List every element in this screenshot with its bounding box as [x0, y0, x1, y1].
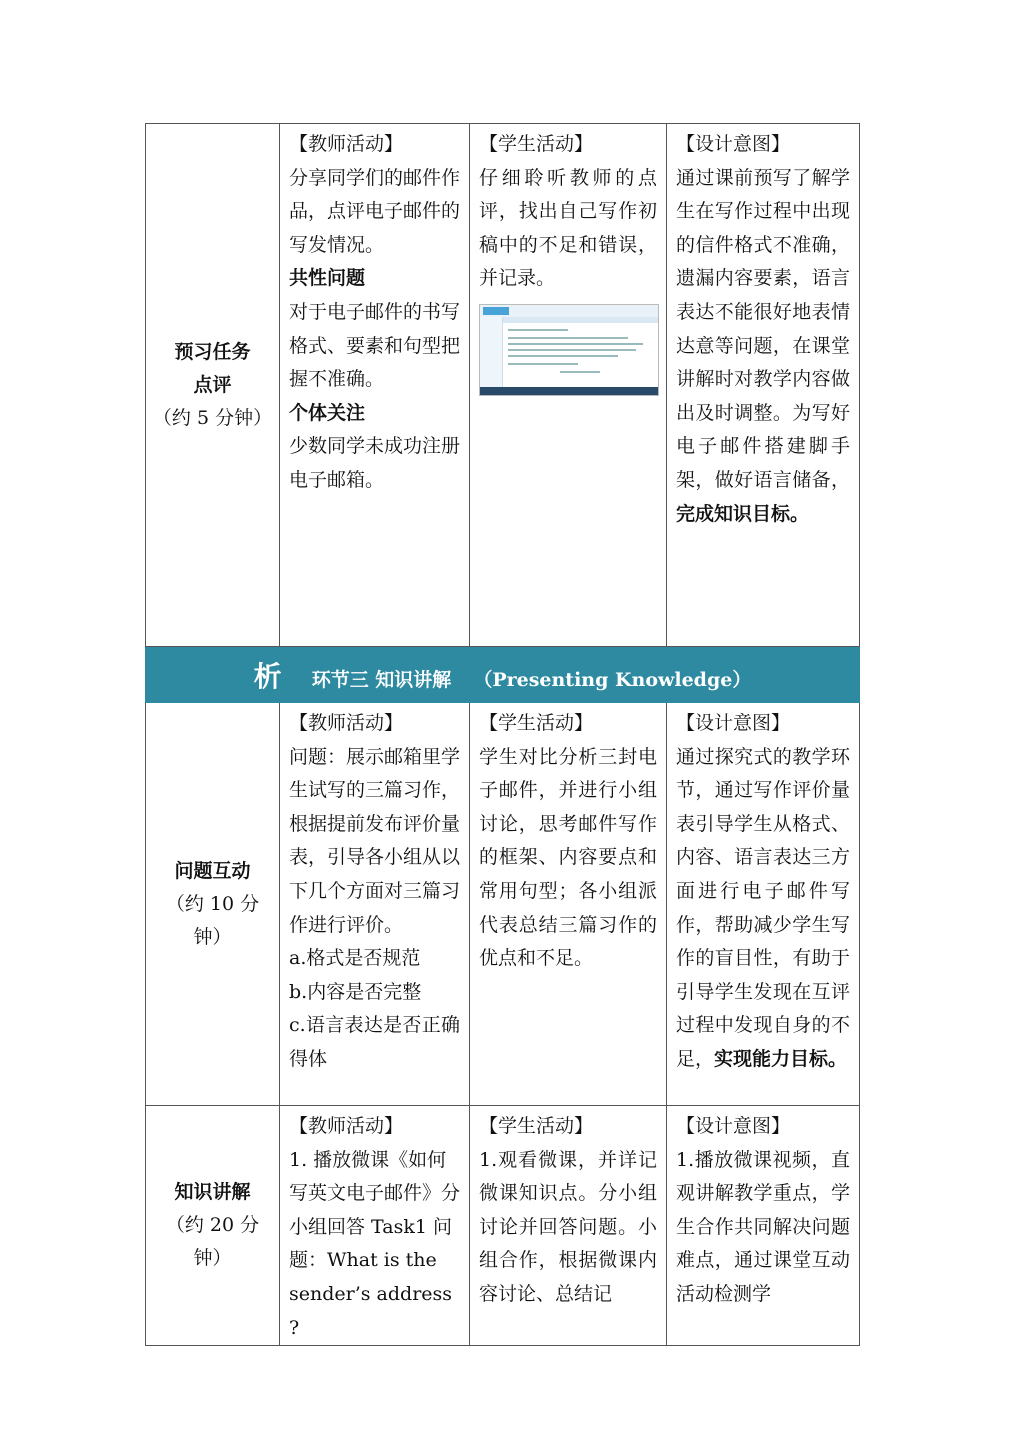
student-activity-cell — [470, 124, 667, 647]
student-text: 仔细聆听教师的点评，找出自己写作初稿中的不足和错误，并记录。 — [479, 166, 657, 290]
criteria-item: c.语言表达是否正确得体 — [289, 1014, 460, 1070]
email-screenshot-image — [479, 304, 659, 396]
stage-time: （约 10 分 钟） — [165, 892, 260, 948]
design-intent-cell — [667, 1106, 860, 1346]
table-row — [146, 1106, 860, 1346]
design-goal: 实现能力目标。 — [714, 1047, 848, 1070]
common-issues-text: 对于电子邮件的书写格式、要素和句型把握不准确。 — [289, 300, 461, 391]
teacher-text: 问题：展示邮箱里学生试写的三篇习作，根据提前发布评价量表，引导各小组从以下几个方面对三篇习作进行评价。 — [289, 745, 461, 936]
design-goal: 完成知识目标。 — [676, 502, 810, 525]
design-intent-cell — [667, 703, 860, 1106]
cell-heading: 【学生活动】 — [479, 133, 594, 155]
stage-title: 问题互动 — [174, 859, 251, 882]
criteria-item: a.格式是否规范 — [289, 947, 421, 970]
cell-heading: 【设计意图】 — [676, 1115, 791, 1137]
student-activity-cell — [470, 1106, 667, 1346]
design-text: 1.播放微课视频，直观讲解教学重点，学生合作共同解决问题难点，通过课堂互动活动检测学 — [676, 1148, 850, 1305]
cell-heading: 【教师活动】 — [289, 1115, 404, 1137]
stage-cell — [146, 124, 280, 647]
section-english: （Presenting Knowledge） — [473, 668, 752, 691]
design-text: 通过探究式的教学环节，通过写作评价量表引导学生从格式、内容、语言表达三方面进行电子邮件写作，帮助减少学生写作的盲目性，有助于引导学生发现在互评过程中发现自身的不足， — [676, 745, 850, 1070]
cell-heading: 【设计意图】 — [676, 712, 791, 734]
cell-heading: 【学生活动】 — [479, 712, 594, 734]
design-text: 通过课前预写了解学生在写作过程中出现的信件格式不准确，遗漏内容要素，语言表达不能很好地表情达意等问题，在课堂讲解时对教学内容做出及时调整。为写好电子邮件搭建脚手架，做好语言储备， — [676, 166, 850, 491]
stage-time: （约 5 分钟） — [152, 406, 273, 429]
teacher-activity-cell — [280, 1106, 470, 1346]
stage-title: 预习任务 点评 — [174, 340, 251, 396]
individual-focus-title: 个体关注 — [289, 401, 366, 424]
cell-heading: 【教师活动】 — [289, 712, 404, 734]
cell-heading: 【学生活动】 — [479, 1115, 594, 1137]
student-activity-cell — [470, 703, 667, 1106]
cell-heading: 【教师活动】 — [289, 133, 404, 155]
teacher-activity-cell — [280, 703, 470, 1106]
stage-cell — [146, 703, 280, 1106]
design-intent-cell — [667, 124, 860, 647]
lesson-plan-table — [145, 123, 860, 1346]
stage-cell — [146, 1106, 280, 1346]
teacher-activity-cell — [280, 124, 470, 647]
table-row — [146, 703, 860, 1106]
individual-focus-text: 少数同学未成功注册电子邮箱。 — [289, 435, 461, 491]
criteria-item: b.内容是否完整 — [289, 980, 422, 1003]
stage-title: 知识讲解 — [174, 1181, 251, 1204]
student-text: 1.观看微课，并详记微课知识点。分小组讨论并回答问题。小组合作，根据微课内容讨论、总结记 — [479, 1148, 657, 1305]
stage-time: （约 20 分 钟） — [165, 1214, 260, 1270]
section-header — [146, 647, 860, 703]
common-issues-title: 共性问题 — [289, 267, 366, 290]
table-row — [146, 124, 860, 647]
section-label: 环节三 知识讲解 — [311, 668, 452, 691]
teacher-text: 分享同学们的邮件作品，点评电子邮件的写发情况。 — [289, 166, 461, 256]
student-text: 学生对比分析三封电子邮件，并进行小组讨论，思考邮件写作的框架、内容要点和常用句型；各小组派代表总结三篇习作的优点和不足。 — [479, 745, 657, 970]
section-char: 析 — [253, 659, 282, 693]
cell-heading: 【设计意图】 — [676, 133, 791, 155]
teacher-text: 1. 播放微课《如何写英文电子邮件》分小组回答 Task1 问题：What is the sender’s address ? — [289, 1148, 461, 1339]
